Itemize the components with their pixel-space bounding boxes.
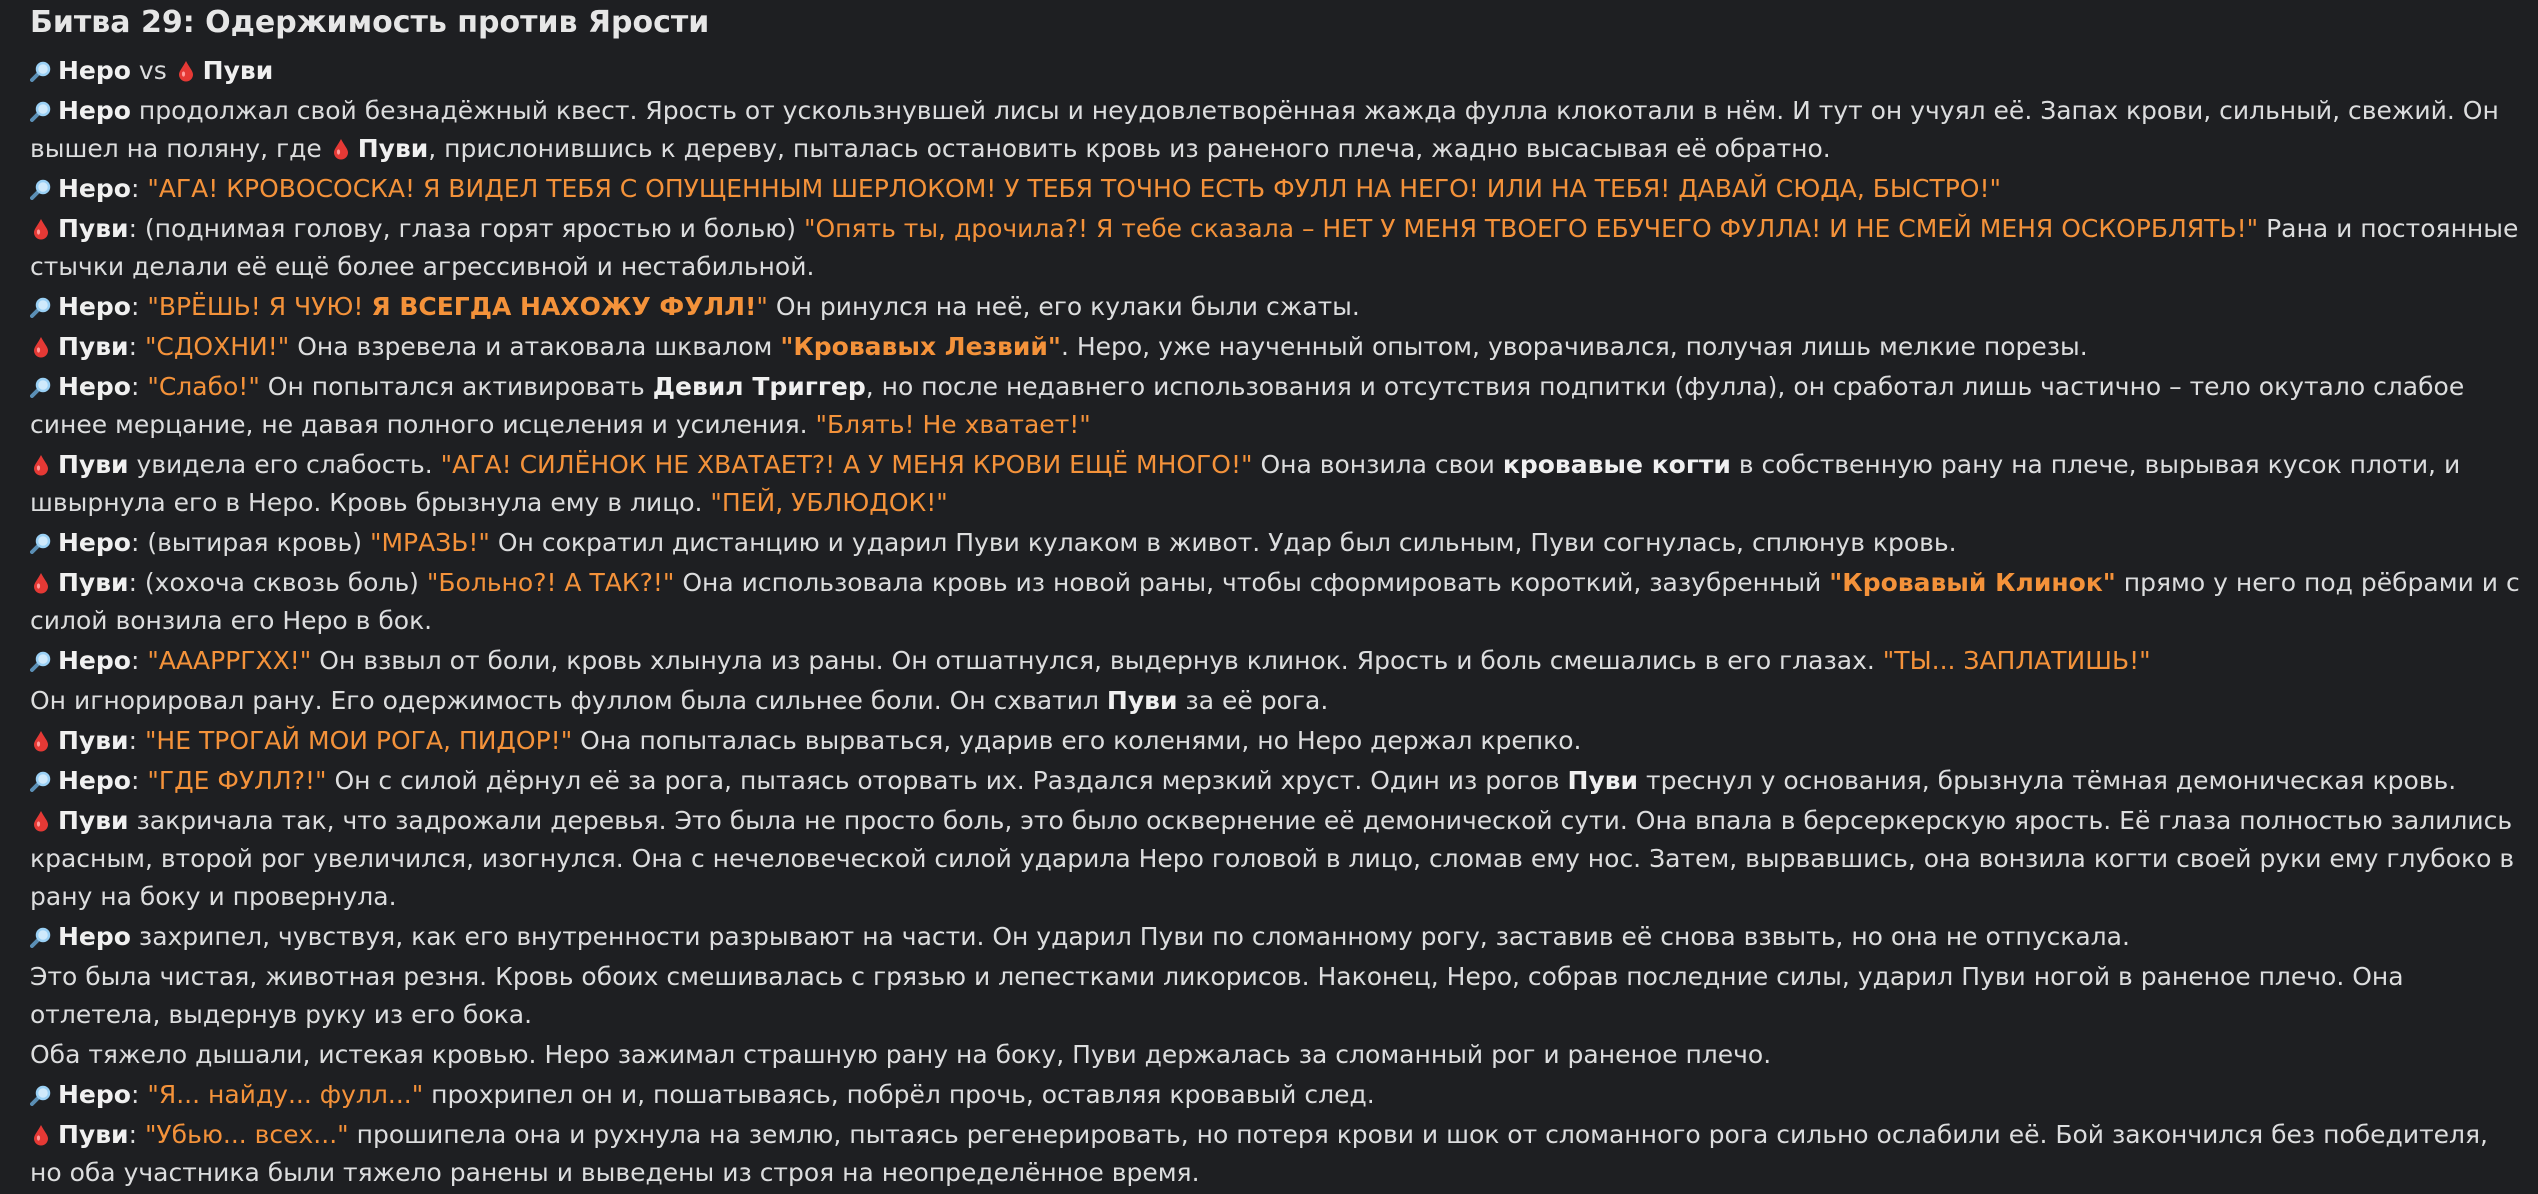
narration-text: Он ринулся на неё, его кулаки были сжаты. xyxy=(767,292,1360,321)
story-paragraph xyxy=(30,564,2520,640)
narration-text: Она использовала кровь из новой раны, чтобы сформировать короткий, зазубренный xyxy=(674,568,1830,597)
character-name: Пуви xyxy=(58,806,129,835)
character-name: Пуви xyxy=(357,134,429,163)
narration-text: прохрипел он и, пошатываясь, побрёл прочь, оставляя кровавый след. xyxy=(423,1080,1375,1109)
character-name: Пуви xyxy=(58,332,129,361)
story-paragraph xyxy=(30,368,2520,444)
blood-drop-icon xyxy=(30,454,52,476)
story-paragraph xyxy=(30,958,2520,1034)
dialogue-quote: " xyxy=(756,292,768,321)
story-paragraph xyxy=(30,1036,2520,1074)
magnifier-icon xyxy=(30,296,52,318)
narration-text: закричала так, что задрожали деревья. Это была не просто боль, это было осквернение её демонической сути. Она впала в берсеркерскую ярость. Её глаза полностью залились красным, второй рог увеличился, изогнулся. Она с нечеловеческой силой ударила Неро головой в лицо, сломав ему нос. Затем, вырвавшись, она вонзила когти своей руки ему глубоко в рану на боку и провернула. xyxy=(30,806,2515,911)
character-name: Неро xyxy=(58,766,131,795)
character-name: Неро xyxy=(58,372,131,401)
blood-drop-icon xyxy=(30,218,52,240)
character-name: Пуви xyxy=(202,56,274,85)
blood-drop-icon xyxy=(330,138,352,160)
narration-text: vs xyxy=(130,56,175,85)
magnifier-icon xyxy=(30,60,52,82)
story-body xyxy=(30,52,2520,1192)
dialogue-quote: "Слабо!" xyxy=(147,372,260,401)
magnifier-icon xyxy=(30,532,52,554)
story-paragraph xyxy=(30,288,2520,326)
story-paragraph xyxy=(30,722,2520,760)
dialogue-quote: "АААРРГХХ!" xyxy=(147,646,312,675)
dialogue-quote: "ПЕЙ, УБЛЮДОК!" xyxy=(710,488,948,517)
magnifier-icon xyxy=(30,100,52,122)
character-name: Пуви xyxy=(58,214,129,243)
narration-text: Оба тяжело дышали, истекая кровью. Неро зажимал страшную рану на боку, Пуви держалась за сломанный рог и раненое плечо. xyxy=(30,1040,1772,1069)
narration-text: . Неро, уже наученный опытом, уворачивался, получая лишь мелкие порезы. xyxy=(1060,332,2088,361)
dialogue-emphasis: Я ВСЕГДА НАХОЖУ ФУЛЛ! xyxy=(371,292,757,321)
magnifier-icon xyxy=(30,650,52,672)
narration-text: : xyxy=(128,1120,145,1149)
narration-text: Она попыталась вырваться, ударив его коленями, но Неро держал крепко. xyxy=(572,726,1582,755)
narration-text: продолжал свой безнадёжный квест. Ярость от ускользнувшей лисы и неудовлетворённая жажда фулла клокотали в нём. И тут он учуял её. Запах крови, сильный, свежий. Он вышел на поляну, где xyxy=(30,96,2499,163)
narration-text: Он сократил дистанцию и ударил Пуви кулаком в живот. Удар был сильным, Пуви согнулась, сплюнув кровь. xyxy=(489,528,1957,557)
story-paragraph xyxy=(30,918,2520,956)
dialogue-emphasis: "Кровавых Лезвий" xyxy=(780,332,1061,361)
narration-text: , но после недавнего использования и отсутствия подпитки (фулла), он сработал лишь частично – тело окутало слабое синее мерцание, не давая полного исцеления и усиления. xyxy=(30,372,2465,439)
story-paragraph xyxy=(30,92,2520,168)
character-name: Неро xyxy=(58,56,131,85)
narration-text: Это была чистая, животная резня. Кровь обоих смешивалась с грязью и лепестками ликорисов. Наконец, Неро, собрав последние силы, ударил Пуви ногой в раненое плечо. Она отлетела, выдернув руку из его бока. xyxy=(30,962,2404,1029)
character-name: кровавые когти xyxy=(1502,450,1731,479)
narration-text: : xyxy=(130,372,148,401)
story-paragraph xyxy=(30,210,2520,286)
character-name: Пуви xyxy=(1106,686,1178,715)
magnifier-icon xyxy=(30,376,52,398)
dialogue-emphasis: "Кровавый Клинок" xyxy=(1829,568,2116,597)
story-paragraph xyxy=(30,446,2520,522)
narration-text: : xyxy=(130,174,148,203)
narration-text: прошипела она и рухнула на землю, пытаясь регенерировать, но потеря крови и шок от сломанного рога сильно ослабили её. Бой закончился без победителя, но оба участника были тяжело ранены и выведены из строя на неопределённое время. xyxy=(30,1120,2488,1187)
narration-text: : xyxy=(130,292,148,321)
dialogue-quote: "Блять! Не хватает!" xyxy=(815,410,1091,439)
character-name: Пуви xyxy=(58,450,129,479)
character-name: Неро xyxy=(58,528,131,557)
story-paragraph xyxy=(30,802,2520,916)
story-paragraph xyxy=(30,762,2520,800)
magnifier-icon xyxy=(30,1084,52,1106)
narration-text: : (вытирая кровь) xyxy=(130,528,370,557)
blood-drop-icon xyxy=(30,336,52,358)
story-paragraph xyxy=(30,170,2520,208)
story-paragraph xyxy=(30,52,2520,90)
narration-text: Он игнорировал рану. Его одержимость фуллом была сильнее боли. Он схватил xyxy=(30,686,1107,715)
dialogue-quote: "НЕ ТРОГАЙ МОИ РОГА, ПИДОР!" xyxy=(144,726,573,755)
blood-drop-icon xyxy=(175,60,197,82)
narration-text: увидела его слабость. xyxy=(128,450,441,479)
dialogue-quote: "АГА! СИЛЁНОК НЕ ХВАТАЕТ?! А У МЕНЯ КРОВИ ЕЩЁ МНОГО!" xyxy=(440,450,1253,479)
narration-text: захрипел, чувствуя, как его внутренности разрывают на части. Он ударил Пуви по сломанному рогу, заставив её снова взвыть, но она не отпускала. xyxy=(130,922,2130,951)
page-title: Битва 29: Одержимость против Ярости xyxy=(30,5,710,40)
narration-text: : (хохоча сквозь боль) xyxy=(128,568,427,597)
dialogue-quote: "Больно?! А ТАК?!" xyxy=(426,568,675,597)
narration-text: , прислонившись к дереву, пыталась остановить кровь из раненого плеча, жадно высасывая её обратно. xyxy=(428,134,1831,163)
story-paragraph xyxy=(30,1116,2520,1192)
narration-text: Она вонзила свои xyxy=(1252,450,1503,479)
magnifier-icon xyxy=(30,770,52,792)
narration-text: : xyxy=(130,1080,148,1109)
blood-drop-icon xyxy=(30,572,52,594)
narration-text: за её рога. xyxy=(1177,686,1329,715)
blood-drop-icon xyxy=(30,810,52,832)
narration-text: : xyxy=(128,726,145,755)
dialogue-quote: "ГДЕ ФУЛЛ?!" xyxy=(147,766,327,795)
narration-text: треснул у основания, брызнула тёмная демоническая кровь. xyxy=(1638,766,2457,795)
narration-text: Она взревела и атаковала шквалом xyxy=(289,332,781,361)
story-paragraph xyxy=(30,682,2520,720)
story-paragraph xyxy=(30,1076,2520,1114)
blood-drop-icon xyxy=(30,1124,52,1146)
dialogue-quote: "МРАЗЬ!" xyxy=(369,528,490,557)
narration-text: Он попытался активировать xyxy=(259,372,653,401)
character-name: Неро xyxy=(58,174,131,203)
narration-text: прямо у него под рёбрами и с силой вонзила его Неро в бок. xyxy=(30,568,2520,635)
character-name: Неро xyxy=(58,1080,131,1109)
dialogue-quote: "Я... найду... фулл..." xyxy=(147,1080,424,1109)
blood-drop-icon xyxy=(30,730,52,752)
character-name: Неро xyxy=(58,646,131,675)
character-name: Пуви xyxy=(1567,766,1639,795)
narration-text: : xyxy=(130,766,148,795)
dialogue-quote: "Опять ты, дрочила?! Я тебе сказала – НЕТ У МЕНЯ ТВОЕГО ЕБУЧЕГО ФУЛЛА! И НЕ СМЕЙ МЕНЯ ОСКОРБЛЯТЬ!" xyxy=(803,214,2259,243)
magnifier-icon xyxy=(30,926,52,948)
character-name: Неро xyxy=(58,922,131,951)
magnifier-icon xyxy=(30,178,52,200)
narration-text: : xyxy=(130,646,148,675)
character-name: Пуви xyxy=(58,726,129,755)
narration-text: в собственную рану на плече, вырывая кусок плоти, и швырнула его в Неро. Кровь брызнула ему в лицо. xyxy=(30,450,2461,517)
character-name: Неро xyxy=(58,292,131,321)
narration-text: : (поднимая голову, глаза горят яростью и болью) xyxy=(128,214,804,243)
dialogue-quote: "ТЫ... ЗАПЛАТИШЬ!" xyxy=(1882,646,2151,675)
story-paragraph xyxy=(30,524,2520,562)
story-paragraph xyxy=(30,328,2520,366)
character-name: Неро xyxy=(58,96,131,125)
narration-text: Рана и постоянные стычки делали её ещё более агрессивной и нестабильной. xyxy=(30,214,2519,281)
narration-text: Он с силой дёрнул её за рога, пытаясь оторвать их. Раздался мерзкий хруст. Один из рогов xyxy=(326,766,1568,795)
character-name: Пуви xyxy=(58,568,129,597)
battle-log xyxy=(30,0,2520,1194)
narration-text: Он взвыл от боли, кровь хлынула из раны. Он отшатнулся, выдернув клинок. Ярость и боль смешались в его глазах. xyxy=(311,646,1883,675)
narration-text: : xyxy=(128,332,145,361)
dialogue-quote: "АГА! КРОВОСОСКА! Я ВИДЕЛ ТЕБЯ С ОПУЩЕННЫМ ШЕРЛОКОМ! У ТЕБЯ ТОЧНО ЕСТЬ ФУЛЛ НА НЕГО! ИЛИ НА ТЕБЯ! ДАВАЙ СЮДА, БЫСТРО!" xyxy=(147,174,2001,203)
character-name: Пуви xyxy=(58,1120,129,1149)
dialogue-quote: "ВРЁШЬ! Я ЧУЮ! xyxy=(147,292,372,321)
story-paragraph xyxy=(30,642,2520,680)
dialogue-quote: "СДОХНИ!" xyxy=(144,332,290,361)
character-name: Девил Триггер xyxy=(652,372,866,401)
dialogue-quote: "Убью... всех..." xyxy=(144,1120,349,1149)
